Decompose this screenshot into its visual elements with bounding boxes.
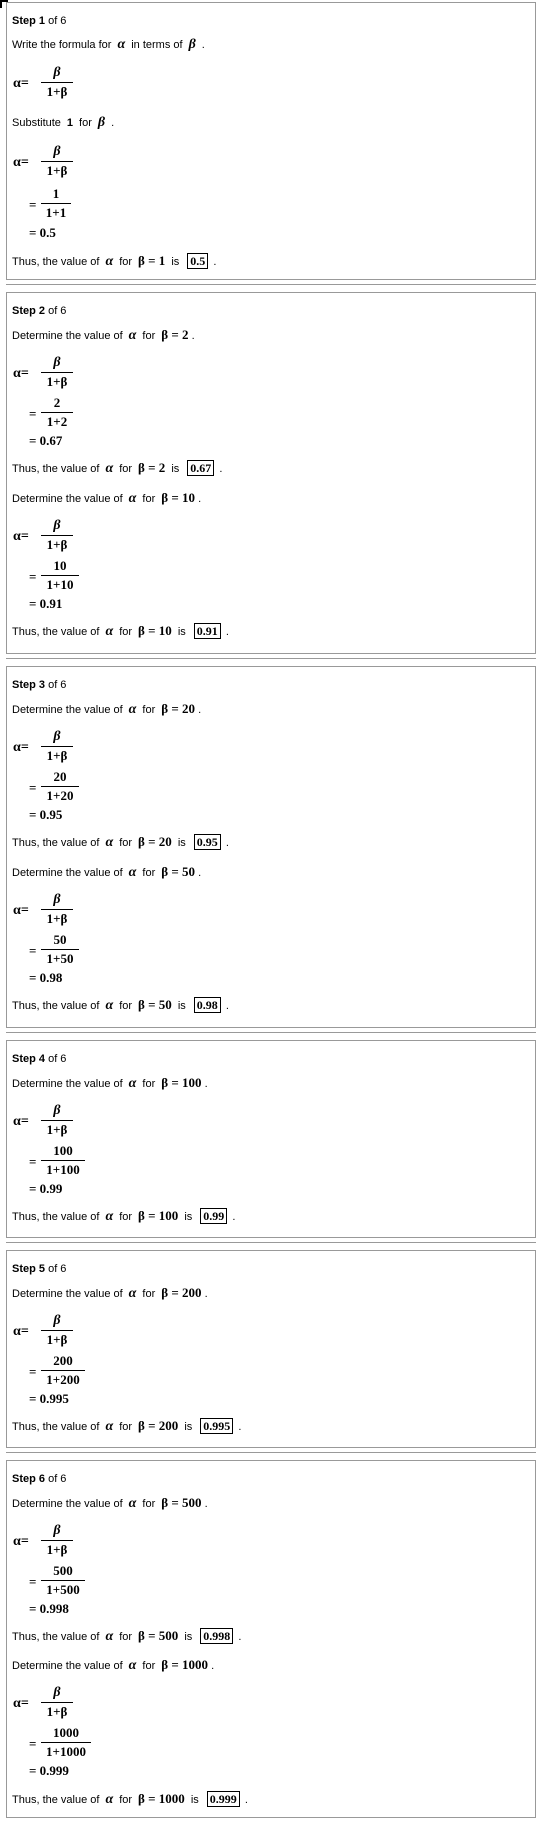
equals-sign: = bbox=[29, 1154, 37, 1169]
answer-box: 0.99 bbox=[200, 1208, 227, 1224]
formula-fraction: β 1+β bbox=[41, 144, 73, 179]
step-5-card bbox=[6, 1250, 536, 1448]
divider bbox=[6, 658, 536, 659]
formula-fraction: β 1+β bbox=[41, 65, 73, 100]
substituted-fraction: 2 1+2 bbox=[41, 395, 73, 430]
divider bbox=[6, 284, 536, 285]
divider bbox=[6, 1242, 536, 1243]
step-title: Step 3 of 6 bbox=[12, 679, 67, 691]
intro-text: Determine the value of α for β = 20 . bbox=[12, 701, 202, 717]
answer-box: 0.98 bbox=[194, 997, 221, 1013]
substituted-fraction: 1000 1+1000 bbox=[41, 1725, 91, 1760]
formula-lhs: α= bbox=[13, 155, 29, 170]
result-line: = 0.999 bbox=[29, 1763, 69, 1778]
step-title: Step 5 of 6 bbox=[12, 1263, 67, 1275]
formula-lhs: α= bbox=[13, 529, 29, 544]
answer-box: 0.5 bbox=[187, 253, 208, 269]
step-title: Step 1 of 6 bbox=[12, 15, 67, 27]
result-line: = 0.95 bbox=[29, 807, 63, 822]
divider bbox=[6, 1032, 536, 1033]
formula-fraction: β 1+β bbox=[41, 729, 73, 764]
formula-lhs: α= bbox=[13, 1534, 29, 1549]
substituted-fraction: 20 1+20 bbox=[41, 769, 79, 804]
formula-lhs: α= bbox=[13, 1324, 29, 1339]
formula-fraction: β 1+β bbox=[41, 1103, 73, 1138]
equals-sign: = bbox=[29, 943, 37, 958]
conclusion-text: Thus, the value of α for β = 1 is 0.5 . bbox=[12, 253, 217, 269]
answer-box: 0.998 bbox=[200, 1628, 233, 1644]
substituted-fraction: 500 1+500 bbox=[41, 1563, 85, 1598]
step-4-card bbox=[6, 1040, 536, 1238]
conclusion-text: Thus, the value of α for β = 2 is 0.67 . bbox=[12, 460, 223, 476]
divider bbox=[6, 1452, 536, 1453]
result-line: = 0.99 bbox=[29, 1181, 63, 1196]
result-line: = 0.91 bbox=[29, 596, 63, 611]
formula-fraction: β 1+β bbox=[41, 518, 73, 553]
step-title: Step 6 of 6 bbox=[12, 1473, 67, 1485]
intro-text: Write the formula for α in terms of β . bbox=[12, 37, 205, 52]
formula-lhs: α= bbox=[13, 1696, 29, 1711]
substituted-fraction: 1 1+1 bbox=[41, 186, 71, 221]
step-1-card bbox=[6, 2, 536, 280]
formula-fraction: β 1+β bbox=[41, 355, 73, 390]
result-line: = 0.995 bbox=[29, 1391, 69, 1406]
conclusion-text: Thus, the value of α for β = 50 is 0.98 . bbox=[12, 997, 229, 1013]
formula-fraction: β 1+β bbox=[41, 1523, 73, 1558]
formula-fraction: β 1+β bbox=[41, 1685, 73, 1720]
equals-sign: = bbox=[29, 780, 37, 795]
equals-sign: = bbox=[29, 406, 37, 421]
substitute-text: Substitute 1 for β . bbox=[12, 115, 115, 130]
formula-lhs: α= bbox=[13, 1114, 29, 1129]
answer-box: 0.999 bbox=[207, 1791, 240, 1807]
intro-text: Determine the value of α for β = 50 . bbox=[12, 864, 202, 880]
step-title: Step 4 of 6 bbox=[12, 1053, 67, 1065]
result-line: = 0.98 bbox=[29, 970, 63, 985]
formula-lhs: α= bbox=[13, 903, 29, 918]
step-6-card bbox=[6, 1460, 536, 1818]
equals-sign: = bbox=[29, 569, 37, 584]
intro-text: Determine the value of α for β = 10 . bbox=[12, 490, 202, 506]
result-line: = 0.998 bbox=[29, 1601, 69, 1616]
conclusion-text: Thus, the value of α for β = 500 is 0.998 . bbox=[12, 1628, 242, 1644]
conclusion-text: Thus, the value of α for β = 200 is 0.995 . bbox=[12, 1418, 242, 1434]
conclusion-text: Thus, the value of α for β = 10 is 0.91 . bbox=[12, 623, 229, 639]
intro-text: Determine the value of α for β = 500 . bbox=[12, 1495, 208, 1511]
step-2-card bbox=[6, 292, 536, 654]
equals-sign: = bbox=[29, 1574, 37, 1589]
answer-box: 0.67 bbox=[187, 460, 214, 476]
intro-text: Determine the value of α for β = 200 . bbox=[12, 1285, 208, 1301]
substituted-fraction: 100 1+100 bbox=[41, 1143, 85, 1178]
equals-sign: = bbox=[29, 1736, 37, 1751]
formula-lhs: α= bbox=[13, 76, 29, 91]
intro-text: Determine the value of α for β = 2 . bbox=[12, 327, 195, 343]
conclusion-text: Thus, the value of α for β = 20 is 0.95 . bbox=[12, 834, 229, 850]
step-3-card bbox=[6, 666, 536, 1028]
answer-box: 0.95 bbox=[194, 834, 221, 850]
conclusion-text: Thus, the value of α for β = 100 is 0.99 . bbox=[12, 1208, 236, 1224]
answer-box: 0.91 bbox=[194, 623, 221, 639]
conclusion-text: Thus, the value of α for β = 1000 is 0.999 . bbox=[12, 1791, 248, 1807]
intro-text: Determine the value of α for β = 1000 . bbox=[12, 1657, 215, 1673]
formula-lhs: α= bbox=[13, 366, 29, 381]
answer-box: 0.995 bbox=[200, 1418, 233, 1434]
intro-text: Determine the value of α for β = 100 . bbox=[12, 1075, 208, 1091]
result-line: = 0.5 bbox=[29, 225, 56, 240]
formula-fraction: β 1+β bbox=[41, 892, 73, 927]
equals-sign: = bbox=[29, 1364, 37, 1379]
formula-fraction: β 1+β bbox=[41, 1313, 73, 1348]
substituted-fraction: 50 1+50 bbox=[41, 932, 79, 967]
substituted-fraction: 200 1+200 bbox=[41, 1353, 85, 1388]
equals-sign: = bbox=[29, 197, 37, 212]
formula-lhs: α= bbox=[13, 740, 29, 755]
step-title: Step 2 of 6 bbox=[12, 305, 67, 317]
result-line: = 0.67 bbox=[29, 433, 63, 448]
substituted-fraction: 10 1+10 bbox=[41, 558, 79, 593]
